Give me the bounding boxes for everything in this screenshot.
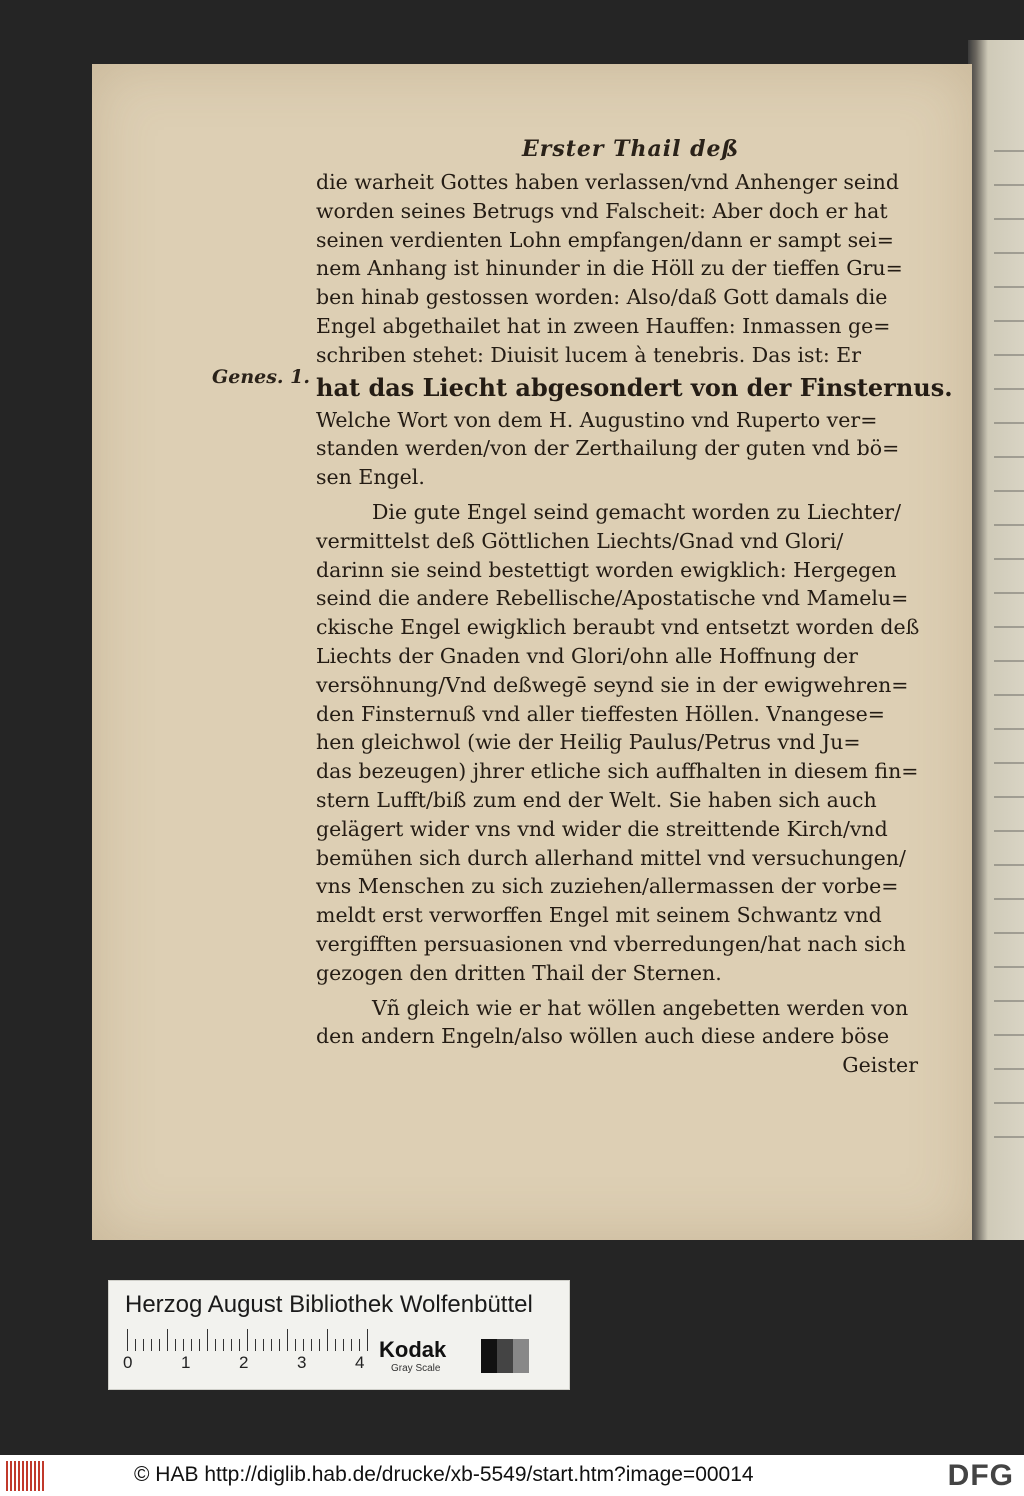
ruler-tick: [159, 1339, 160, 1351]
ruler-tick: [287, 1329, 288, 1351]
text-line: meldt erst verworffen Engel mit seinem Schwantz vnd: [316, 903, 882, 928]
text-line: das bezeugen) jhrer etliche sich auffhalten in diesem fin=: [316, 759, 919, 784]
ruler-tick: [247, 1329, 248, 1351]
ruler-tick: [351, 1339, 352, 1351]
text-line: worden seines Betrugs vnd Falscheit: Aber doch er hat: [316, 198, 888, 223]
adjacent-page-text-trace: [994, 558, 1024, 560]
barcode-stripe: [18, 1461, 20, 1491]
barcode-stripe: [22, 1461, 24, 1491]
adjacent-page-text-trace: [994, 626, 1024, 628]
text-line: ckische Engel ewigklich beraubt vnd entsetzt worden deß: [316, 615, 920, 640]
ruler-tick: [327, 1329, 328, 1351]
text-line: hen gleichwol (wie der Heilig Paulus/Petrus vnd Ju=: [316, 730, 861, 755]
adjacent-page-text-trace: [994, 252, 1024, 254]
text-line: Vñ gleich wie er hat wöllen angebetten werden von: [372, 995, 909, 1020]
adjacent-page-text-trace: [994, 218, 1024, 220]
ruler-tick: [311, 1339, 312, 1351]
text-line: standen werden/von der Zerthailung der guten vnd bö=: [316, 436, 900, 461]
ruler-tick: [183, 1339, 184, 1351]
ruler-tick: [151, 1339, 152, 1351]
ruler-tick: [319, 1339, 320, 1351]
adjacent-page-text-trace: [994, 864, 1024, 866]
barcode-stripe: [6, 1461, 8, 1491]
text-line: seind die andere Rebellische/Apostatische vnd Mamelu=: [316, 586, 909, 611]
text-line: schriben stehet: Diuisit lucem à tenebris. Das ist: Er: [316, 342, 862, 367]
adjacent-page-text-trace: [994, 592, 1024, 594]
adjacent-page-text-trace: [994, 422, 1024, 424]
text-line: vermittelst deß Göttlichen Liechts/Gnad vnd Glori/: [316, 528, 844, 553]
text-line: Geister: [842, 1053, 918, 1078]
adjacent-page-text-trace: [994, 762, 1024, 764]
adjacent-page-text-trace: [994, 796, 1024, 798]
text-line: ben hinab gestossen worden: Also/daß Gott damals die: [316, 285, 888, 310]
color-target-card: [108, 1280, 570, 1390]
adjacent-page-text-trace: [994, 354, 1024, 356]
barcode-stripe: [38, 1461, 40, 1491]
adjacent-page-text-trace: [994, 1136, 1024, 1138]
adjacent-page-text-trace: [994, 728, 1024, 730]
text-line: bemühen sich durch allerhand mittel vnd versuchungen/: [316, 845, 906, 870]
ruler-tick: [279, 1339, 280, 1351]
barcode-stripe: [26, 1461, 28, 1491]
ruler-tick: [215, 1339, 216, 1351]
adjacent-page-text-trace: [994, 184, 1024, 186]
barcode-stripe: [42, 1461, 44, 1491]
adjacent-page-text-trace: [994, 660, 1024, 662]
text-line: hat das Liecht abgesondert von der Finsternus.: [316, 372, 953, 402]
adjacent-page-text-trace: [994, 320, 1024, 322]
ruler-tick: [127, 1329, 128, 1351]
gray-patch: [513, 1339, 529, 1373]
text-line: seinen verdienten Lohn empfangen/dann er sampt sei=: [316, 227, 894, 252]
adjacent-page-text-trace: [994, 286, 1024, 288]
barcode-stripe: [14, 1461, 16, 1491]
adjacent-page-text-trace: [994, 1000, 1024, 1002]
adjacent-page-text-trace: [994, 694, 1024, 696]
text-line: gelägert wider vns vnd wider die streittende Kirch/vnd: [316, 816, 888, 841]
gray-patches: [481, 1339, 545, 1373]
target-title: Herzog August Bibliothek Wolfenbüttel: [125, 1291, 533, 1318]
barcode-stripe: [10, 1461, 12, 1491]
text-line: gezogen den dritten Thail der Sternen.: [316, 960, 722, 985]
barcode-stripe: [34, 1461, 36, 1491]
adjacent-page-edge: [968, 40, 1024, 1240]
footer-bar: [0, 1455, 1024, 1496]
ruler-tick: [343, 1339, 344, 1351]
ruler-tick: [367, 1329, 368, 1351]
barcode-stripe: [30, 1461, 32, 1491]
adjacent-page-text-trace: [994, 490, 1024, 492]
marginal-note: Genes. 1.: [212, 366, 310, 388]
text-line: den Finsternuß vnd aller tieffesten Höllen. Vnangese=: [316, 701, 885, 726]
ruler-tick: [143, 1339, 144, 1351]
kodak-logo: Kodak: [379, 1337, 447, 1362]
ruler-scale: [127, 1329, 367, 1351]
ruler-tick: [295, 1339, 296, 1351]
copyright-url[interactable]: © HAB http://diglib.hab.de/drucke/xb-5549/start.htm?image=00014: [134, 1463, 754, 1486]
text-line: Engel abgethailet hat in zween Hauffen: Inmassen ge=: [316, 313, 891, 338]
gray-scale-label: Gray Scale: [391, 1363, 441, 1374]
text-line: Die gute Engel seind gemacht worden zu Liechter/: [372, 499, 901, 524]
ruler-number: 3: [297, 1353, 307, 1372]
text-line: sen Engel.: [316, 465, 425, 490]
text-line: versöhnung/Vnd deßwegē seynd sie in der ewigwehren=: [316, 672, 909, 697]
ruler-tick: [167, 1329, 168, 1351]
ruler-tick: [223, 1339, 224, 1351]
ruler-tick: [231, 1339, 232, 1351]
adjacent-page-text-trace: [994, 898, 1024, 900]
ruler-tick: [239, 1339, 240, 1351]
ruler-tick: [135, 1339, 136, 1351]
text-line: darinn sie seind bestettigt worden ewigklich: Hergegen: [316, 557, 897, 582]
ruler-number: 1: [181, 1353, 191, 1372]
adjacent-page-text-trace: [994, 830, 1024, 832]
gray-patch: [481, 1339, 497, 1373]
running-head: Erster Thail deß: [522, 136, 740, 162]
gray-patch: [497, 1339, 513, 1373]
adjacent-page-text-trace: [994, 150, 1024, 152]
text-line: die warheit Gottes haben verlassen/vnd Anhenger seind: [316, 170, 899, 194]
text-line: Liechts der Gnaden vnd Glori/ohn alle Hoffnung der: [316, 643, 858, 668]
ruler-tick: [191, 1339, 192, 1351]
gray-patch: [529, 1339, 545, 1373]
ruler-tick: [335, 1339, 336, 1351]
adjacent-page-text-trace: [994, 1034, 1024, 1036]
text-line: den andern Engeln/also wöllen auch diese andere böse: [316, 1024, 890, 1049]
ruler-number: 2: [239, 1353, 249, 1372]
text-line: Welche Wort von dem H. Augustino vnd Ruperto ver=: [316, 407, 878, 432]
ruler-tick: [359, 1339, 360, 1351]
adjacent-page-text-trace: [994, 1068, 1024, 1070]
adjacent-page-text-trace: [994, 524, 1024, 526]
ruler-number: 4: [355, 1353, 365, 1372]
barcode-icon: [6, 1461, 46, 1491]
ruler-tick: [263, 1339, 264, 1351]
ruler-tick: [271, 1339, 272, 1351]
adjacent-page-text-trace: [994, 1102, 1024, 1104]
adjacent-page-text-trace: [994, 966, 1024, 968]
ruler-tick: [303, 1339, 304, 1351]
ruler-tick: [207, 1329, 208, 1351]
ruler-number: 0: [123, 1353, 133, 1372]
ruler-tick: [199, 1339, 200, 1351]
page-body-text: [316, 168, 953, 1080]
adjacent-page-text-trace: [994, 388, 1024, 390]
text-line: stern Lufft/biß zum end der Welt. Sie haben sich auch: [316, 787, 877, 812]
text-line: vergifften persuasionen vnd vberredungen/hat nach sich: [316, 931, 906, 956]
adjacent-page-text-trace: [994, 932, 1024, 934]
text-line: vns Menschen zu sich zuziehen/allermassen der vorbe=: [316, 874, 899, 899]
ruler-tick: [175, 1339, 176, 1351]
adjacent-page-text-trace: [994, 456, 1024, 458]
ruler-tick: [255, 1339, 256, 1351]
dfg-logo: DFG: [947, 1459, 1014, 1492]
text-line: nem Anhang ist hinunder in die Höll zu der tieffen Gru=: [316, 256, 903, 281]
